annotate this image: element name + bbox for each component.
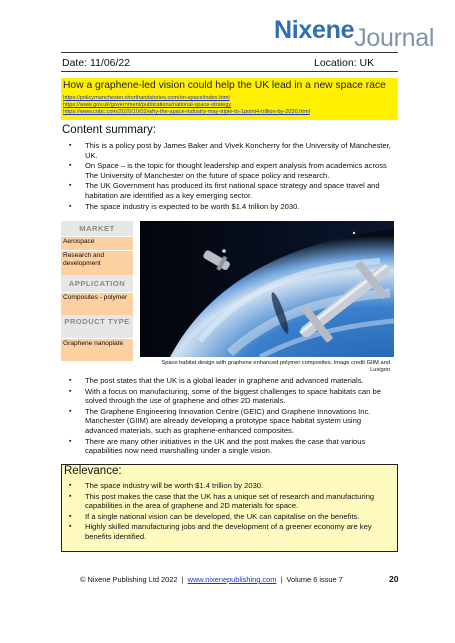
header-rule-top: [61, 52, 398, 53]
summary-item: ▪ On Space – is the topic for thought leadership and expert analysis from academics across The University of Manchester on the future of space policy and research.: [62, 161, 392, 180]
footer-separator: |: [181, 575, 184, 584]
relevance-item: ▪ This post makes the case that the UK has a unique set of research and manufacturing capabilities in the area of graphene and 2D materials for space.: [62, 492, 392, 511]
body-item: ▪ The post states that the UK is a global leader in graphene and advanced materials.: [62, 376, 392, 386]
relevance-item: ▪ Highly skilled manufacturing jobs and the development of a greener economy are key benefits identified.: [62, 522, 392, 541]
source-link-3[interactable]: https://www.cnbc.com/2020/10/02/why-the-space-industry-may-triple-to-1point4-trillion-by-2030.html: [63, 109, 310, 115]
relevance-list: [62, 481, 392, 543]
summary-item: ▪ The space industry is expected to be worth $1.4 trillion by 2030.: [62, 202, 392, 212]
relevance-heading: Relevance:: [64, 465, 122, 477]
issue-location: Location: UK: [314, 57, 375, 69]
market-item-aerospace: Aerospace: [61, 236, 133, 250]
header-rule-bottom: [61, 71, 398, 72]
summary-item: ▪ This is a policy post by James Baker and Vivek Koncherry for the University of Manchester, UK.: [62, 141, 392, 160]
summary-list: [62, 141, 392, 212]
body-item: ▪ There are many other initiatives in the UK and the post makes the case that various capabilities now need marshalling under a single vision.: [62, 437, 392, 456]
masthead-logo: [274, 16, 435, 52]
summary-heading: Content summary:: [62, 124, 156, 136]
source-link-1[interactable]: https://policymanchester.shorthandstories.com/on-space/index.html: [63, 95, 230, 101]
body-list: [62, 376, 392, 457]
footer-issue: Volume 6 issue 7: [286, 575, 343, 584]
footer-copyright: © Nixene Publishing Ltd 2022: [80, 575, 178, 584]
market-heading: MARKET: [61, 221, 133, 236]
relevance-item: ▪ If a single national vision can be developed, the UK can capitalise on the benefits.: [62, 512, 392, 522]
body-item: ▪ With a focus on manufacturing, some of the biggest challenges to space habitats can be solved through the use of graphene and other 2D materials.: [62, 387, 392, 406]
summary-item: ▪ The UK Government has produced its first national space strategy and space travel and habitation are identified as a key emerging sector.: [62, 181, 392, 200]
body-item: ▪ The Graphene Engineering Innovation Centre (GEIC) and Graphene Innovations Inc. Manchester (GIIM) are already developing a prototype space habitat system using advanced materials, such as graphene-enhanced composites.: [62, 407, 392, 436]
product-item-graphene: Graphene nanoplate: [61, 338, 133, 361]
market-item-research: Research and development: [61, 250, 133, 275]
page-number: 20: [389, 574, 399, 584]
page-footer: [80, 575, 343, 584]
footer-website-link[interactable]: www.nixenepublishing.com: [187, 575, 277, 584]
relevance-item: ▪ The space industry will be worth $1.4 trillion by 2030.: [62, 481, 392, 491]
product-type-heading: PRODUCT TYPE: [61, 315, 133, 338]
classification-sidebar: [61, 221, 133, 361]
issue-date: Date: 11/06/22: [62, 57, 131, 69]
source-link-2[interactable]: https://www.gov.uk/government/publications/national-space-strategy: [63, 102, 232, 108]
image-caption: Space habitat design with graphene enhanced polymer composites. Image credit GIIM and Luxigon: [161, 360, 390, 373]
footer-separator: |: [280, 575, 283, 584]
space-habitat-image: [140, 221, 394, 357]
application-heading: APPLICATION: [61, 275, 133, 292]
application-item-composites: Composites - polymer: [61, 292, 133, 315]
logo-brand-light: Journal: [354, 24, 435, 52]
article-title: How a graphene-led vision could help the UK lead in a new space race: [63, 80, 386, 91]
logo-brand-bold: Nixene: [274, 16, 355, 44]
